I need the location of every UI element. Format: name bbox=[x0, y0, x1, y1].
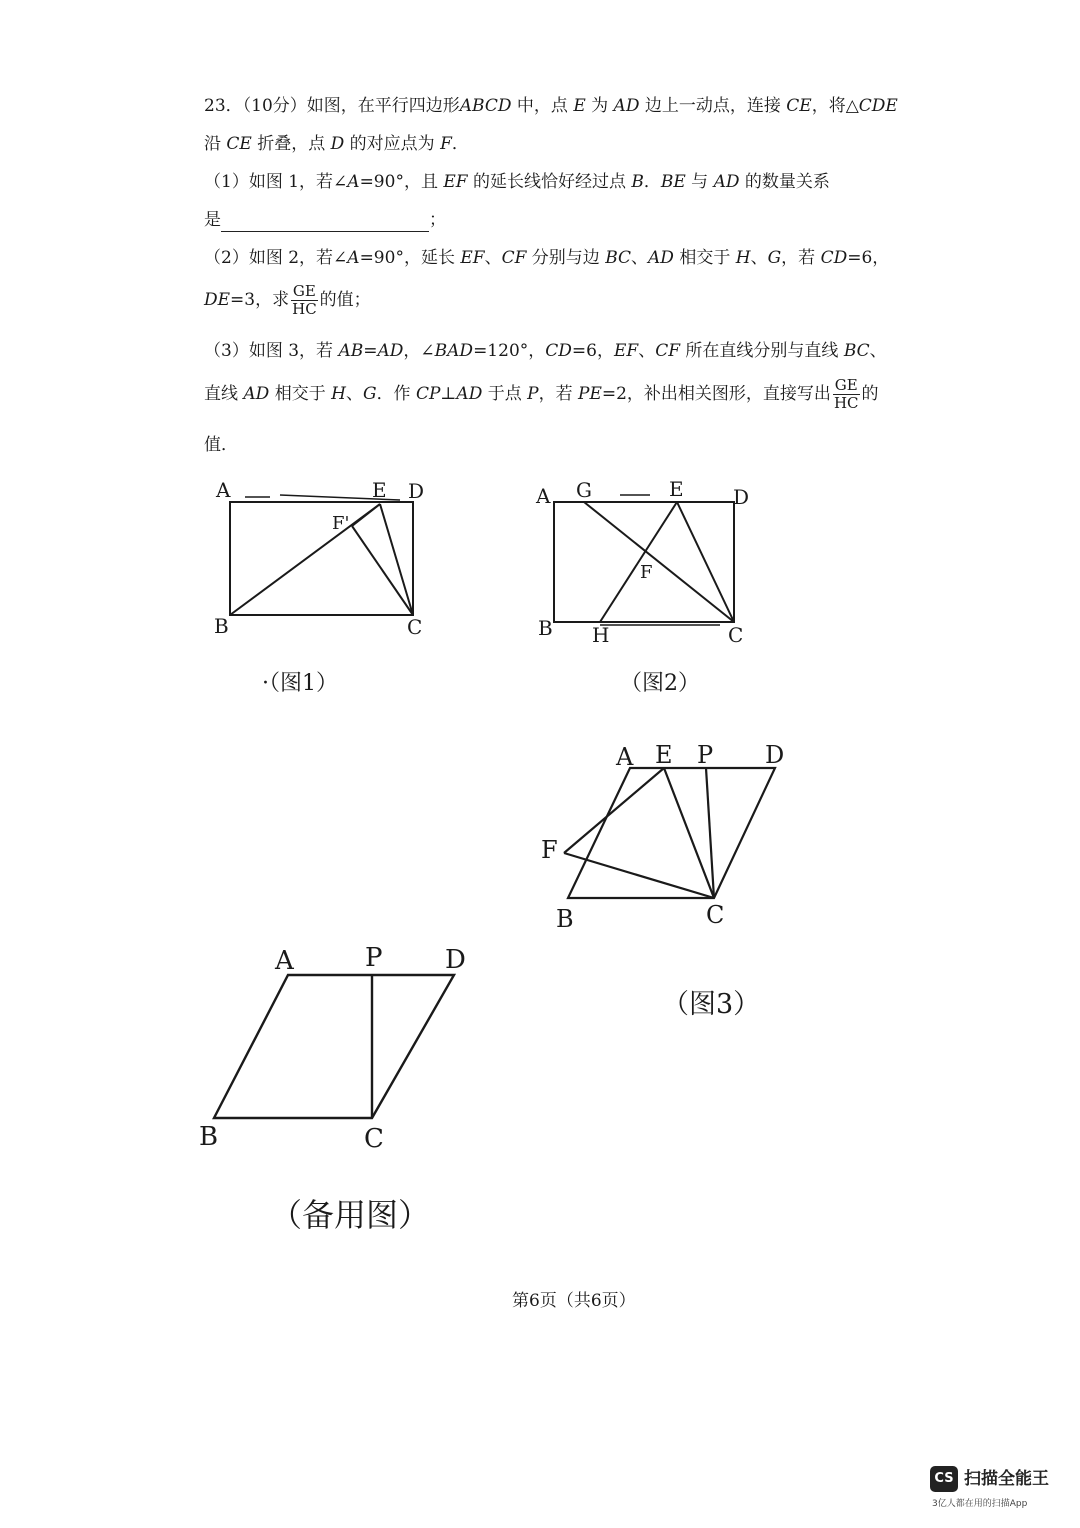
fig2-label-h: H bbox=[592, 623, 610, 647]
part-2-line-2: DE=3，求 $\frac{GE}{HC}$ 的值； bbox=[204, 282, 371, 318]
fig2-line-ec bbox=[677, 502, 734, 622]
spare-label-d: D bbox=[445, 945, 466, 975]
fig1-label-d: D bbox=[408, 479, 425, 503]
spare-label-c: C bbox=[364, 1124, 384, 1154]
fig1-line-ec bbox=[380, 504, 413, 615]
fig2-line-eh bbox=[600, 502, 677, 622]
figure-1 bbox=[200, 470, 440, 640]
part-3-line-1: （3）如图 3，若 AB=AD，∠BAD=120°，CD=6，EF、CF 所在直线分别与直线 BC、 bbox=[204, 341, 887, 361]
part-1-line-1: （1）如图 1，若∠A=90°，且 EF 的延长线恰好经过点 B．BE 与 AD 的数量关系 bbox=[204, 172, 830, 192]
fig3-line-fc bbox=[564, 853, 714, 898]
figure-3 bbox=[530, 735, 800, 935]
fig3-label-a: A bbox=[616, 743, 634, 771]
watermark-tagline: 3亿人都在用的扫描App bbox=[932, 1499, 1028, 1509]
fig3-label-d: D bbox=[765, 741, 785, 769]
fig3-caption: （图3） bbox=[662, 989, 761, 1020]
fig2-label-b: B bbox=[538, 616, 553, 640]
fig1-label-a: A bbox=[216, 478, 231, 502]
spare-figure bbox=[195, 938, 495, 1158]
page-number: 第6页（共6页） bbox=[512, 1291, 636, 1311]
part-3-line-3: 值． bbox=[204, 435, 238, 455]
answer-blank bbox=[221, 213, 429, 232]
part-3-line-2: 直线 AD 相交于 H、G．作 CP⊥AD 于点 P，若 PE=2，补出相关图形，直接写出 $\frac{GE}{HC}$ 的 bbox=[204, 376, 879, 412]
problem-intro-line-2: 沿 CE 折叠，点 D 的对应点为 F． bbox=[204, 134, 469, 154]
fig1-caption: ·（图1） bbox=[262, 671, 338, 696]
fig1-label-b: B bbox=[214, 614, 229, 638]
fig2-caption: （图2） bbox=[620, 671, 700, 696]
fraction-ge-over-hc: $\frac{GE}{HC}$ bbox=[292, 282, 317, 318]
camscanner-logo-icon: CS bbox=[930, 1466, 958, 1492]
fig2-label-c: C bbox=[728, 623, 744, 647]
problem-intro-line-1: 23．（10分）如图，在平行四边形ABCD 中，点 E 为 AD 边上一动点，连接 CE，将△CDE bbox=[204, 96, 898, 116]
camscanner-watermark bbox=[930, 1466, 1062, 1512]
watermark-title: 扫描全能王 bbox=[964, 1469, 1049, 1489]
fig2-label-a: A bbox=[536, 484, 551, 508]
figure-2 bbox=[530, 475, 770, 650]
part-1-answer-line: 是 ； bbox=[204, 210, 446, 230]
fig2-label-f: F bbox=[640, 562, 653, 583]
spare-label-b: B bbox=[199, 1122, 219, 1152]
fig3-label-b: B bbox=[556, 905, 574, 933]
fig1-line-fc bbox=[352, 526, 413, 615]
spare-parallelogram-abcd bbox=[214, 975, 454, 1118]
fig1-label-e: E bbox=[372, 478, 387, 502]
spare-figure-caption: （备用图） bbox=[270, 1196, 431, 1234]
fig2-line-gc bbox=[584, 502, 734, 622]
fraction-ge-over-hc-2: $\frac{GE}{HC}$ bbox=[833, 376, 859, 412]
fig2-label-e: E bbox=[669, 477, 684, 501]
spare-label-a: A bbox=[275, 946, 294, 976]
fig3-label-f: F bbox=[541, 836, 558, 864]
spare-label-p: P bbox=[365, 943, 383, 973]
fig2-label-d: D bbox=[733, 485, 750, 509]
fig1-label-f: F' bbox=[332, 513, 350, 534]
fig1-line-ef bbox=[352, 504, 380, 526]
fig3-line-ef bbox=[564, 768, 664, 853]
fig3-label-p: P bbox=[697, 741, 714, 769]
fig1-rectangle-abcd bbox=[230, 502, 413, 615]
fig1-label-c: C bbox=[407, 615, 423, 639]
part-2-line-1: （2）如图 2，若∠A=90°，延长 EF、CF 分别与边 BC、AD 相交于 H、G，若 CD=6， bbox=[204, 248, 890, 268]
fig2-label-g: G bbox=[576, 478, 592, 502]
fig3-label-e: E bbox=[655, 741, 673, 769]
fig3-label-c: C bbox=[706, 901, 725, 929]
